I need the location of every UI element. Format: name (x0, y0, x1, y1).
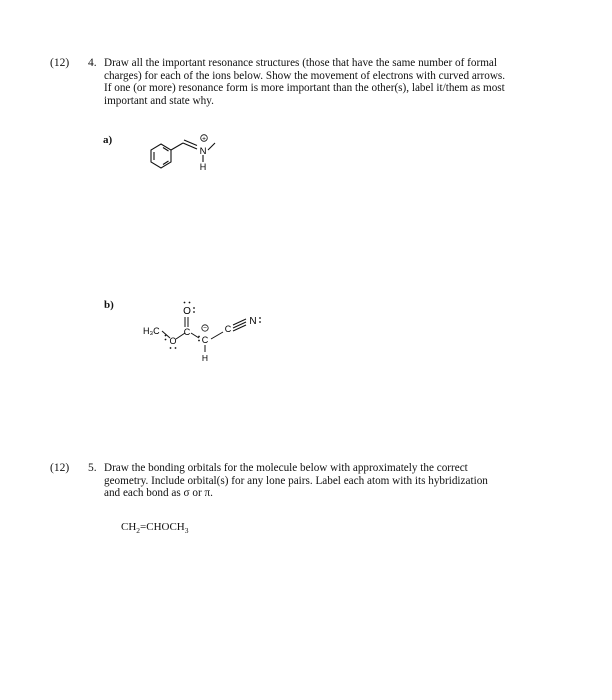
q5-prompt (104, 462, 488, 500)
q5-formula-sub-2: 3 (184, 526, 189, 536)
q4-part-a-label: a) (103, 134, 113, 146)
iminium-nitrogen: N (199, 146, 207, 157)
q5-formula-part-2: =CHOCH (140, 521, 185, 533)
q4-line-2: charges) for each of the ions below. Show the movement of electrons with curved arrows. (104, 69, 506, 82)
q4-prompt (104, 57, 505, 107)
q4-line-4: important and state why. (104, 94, 214, 107)
q5-line-2: geometry. Include orbital(s) for any lone pairs. Label each atom with its hybridization (104, 474, 488, 487)
q5-formula (121, 521, 189, 535)
nitrile-nitrogen: N (249, 316, 257, 327)
q5-formula-part-1: CH (121, 521, 137, 533)
q5-formula-sub-1: 2 (136, 526, 141, 536)
iminium-chain (171, 140, 215, 162)
q4-line-3: If one (or more) resonance form is more important than the other(s), label it/them as most (104, 82, 505, 95)
benzene-ring (151, 144, 171, 168)
structure-b-ester-carbanion (135, 291, 295, 371)
q5-points: (12) (50, 462, 70, 474)
structure-a-iminium (138, 128, 238, 188)
q5-line-1: Draw the bonding orbitals for the molecule below with approximately the correct (104, 462, 468, 474)
formal-charge-minus-sign: − (203, 325, 207, 333)
q4-number: 4. (88, 57, 97, 69)
q5-line-3: and each bond as σ or π. (104, 487, 213, 500)
ester-oxygen: O (169, 336, 177, 346)
carbonyl-carbon: C (183, 327, 191, 337)
q4-points: (12) (50, 57, 70, 69)
carbonyl-oxygen: O (183, 306, 191, 317)
lone-pair-dots (165, 302, 261, 349)
methyl-group: H₃C (143, 326, 160, 336)
q5-number: 5. (88, 462, 97, 474)
iminium-hydrogen: H (199, 162, 207, 172)
nitrile-carbon: C (224, 324, 232, 334)
carbanion-carbon: C (201, 335, 209, 345)
q4-part-b-label: b) (104, 299, 114, 311)
carbanion-hydrogen: H (201, 353, 209, 363)
q4-line-1: Draw all the important resonance structures (those that have the same number of formal (104, 57, 497, 69)
formal-charge-plus-sign: + (202, 135, 206, 143)
